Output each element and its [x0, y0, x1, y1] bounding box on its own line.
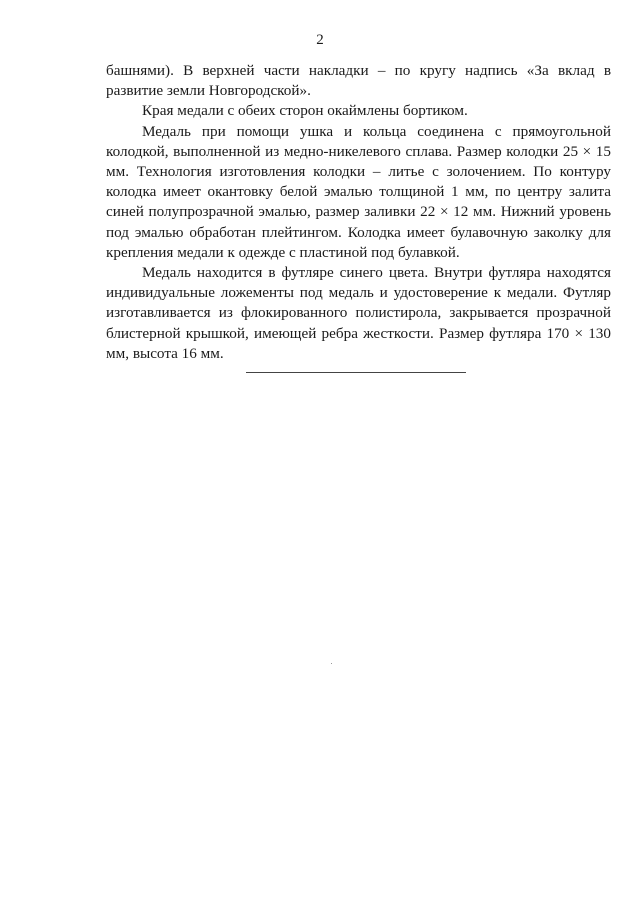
paragraph-medal-pad: Медаль при помощи ушка и кольца соединена с прямоугольной колодкой, выполненной из медно-никелевого сплава. Размер колодки 25 × 15 мм. Технология изготовления колодки – литье с золочением. По контуру колодка имеет окантовку белой эмалью толщиной 1 мм, по центру залита синей полупрозрачной эмалью, размер заливки 22 × 12 мм. Нижний уровень под эмалью обработан плейтингом. Колодка имеет булавочную заколку для крепления медали к одежде с пластиной под булавкой. — [106, 122, 611, 261]
paragraph-continued: башнями). В верхней части накладки – по кругу надпись «За вклад в развитие земли Новгородской». — [106, 62, 611, 100]
document-body — [106, 61, 611, 364]
end-of-text-rule — [246, 372, 466, 373]
scan-speck — [331, 663, 332, 664]
paragraph-medal-case: Медаль находится в футляре синего цвета. Внутри футляра находятся индивидуальные ложементы под медаль и удостоверение к медали. Футляр изготавливается из флокированного полистирола, закрывается прозрачной блистерной крышкой, имеющей ребра жесткости. Размер футляра 170 × 130 мм, высота 16 мм. — [106, 264, 611, 362]
page-number: 2 — [316, 32, 324, 48]
paragraph-medal-edges: Края медали с обеих сторон окаймлены бортиком. — [142, 102, 468, 120]
